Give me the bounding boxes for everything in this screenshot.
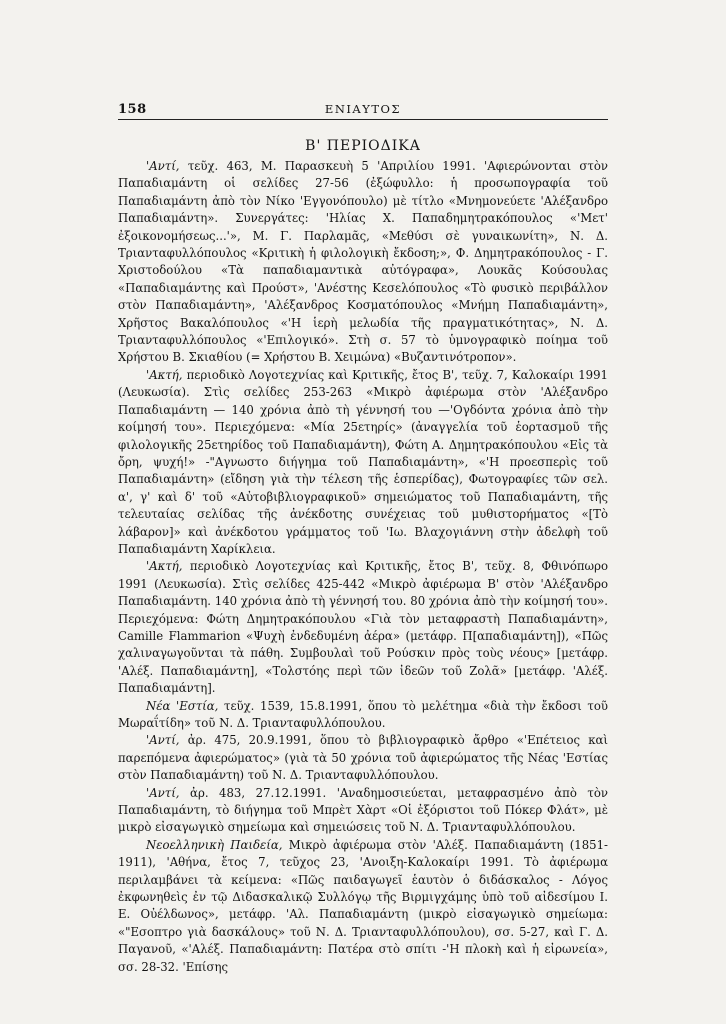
periodical-title: 'Αντί, — [146, 785, 180, 800]
entry-text: περιοδικὸ Λογοτεχνίας καὶ Κριτικῆς, ἔτος Β', τεῦχ. 8, Φθινόπωρο 1991 (Λευκωσία). Στὶς σελίδες 425-442 «Μικρὸ ἀφιέρωμα Β' στὸν 'Αλέξανδρο Παπαδιαμάντη. 140 χρόνια ἀπὸ τὴ γέννησή του. 80 χρόνια ἀπὸ τὴν κοίμησή του». Περιεχόμενα: Φώτη Δημητρακόπουλου «Γιὰ τὸν μεταφραστὴ Παπαδιαμάντη», Camille Flammarion «Ψυχὴ ἐνδεδυμένη ἀέρα» (μετάφρ. Π[απαδιαμάντη]), «Πῶς χαλιναγωγοῦνται τὰ πάθη. Συμβουλαὶ τοῦ Ρούσκιν πρὸς τοὺς νέους» [μετάφρ. 'Αλέξ. Παπαδιαμάντη], «Τολστόης περὶ τῶν ἰδεῶν τοῦ Ζολᾶ» [μετάφρ. 'Αλέξ. Παπαδιαμάντη]. — [118, 559, 608, 696]
periodical-title: 'Ακτή, — [146, 367, 183, 382]
running-title: ΕΝΙΑΥΤΟΣ — [324, 102, 402, 116]
article-body — [118, 158, 608, 976]
page-number: 158 — [118, 102, 147, 117]
header-rule — [118, 119, 608, 120]
entry-text: τεῦχ. 463, Μ. Παρασκευὴ 5 'Απριλίου 1991. 'Αφιερώνονται στὸν Παπαδιαμάντη οἱ σελίδες 27-56 (ἐξώφυλλο: ἡ προσωπογραφία τοῦ Παπαδιαμάντη ἀπὸ τὸν Νίκο 'Εγγονόπουλο) μὲ τίτλο «Μνημονεύετε 'Αλέξανδρο Παπαδιαμάντη». Συνεργάτες: 'Ηλίας Χ. Παπαδημητρακόπουλος «'Μετ' ἐξοικονομήσεως...'», Μ. Γ. Παρλαμᾶς, «Μεθύσι σὲ γυναικωνίτη», Ν. Δ. Τριανταφυλλόπουλος «Κριτικὴ ἡ φιλολογικὴ ἔκδοση;», Φ. Δημητρακόπουλος - Γ. Χριστοδούλου «Τὰ παπαδιαμαντικὰ αὐτόγραφα», Λουκᾶς Κούσουλας «Παπαδιαμάντης καὶ Προύστ», 'Ανέστης Κεσελόπουλος «Τὸ φυσικὸ περιβάλλον στὸν Παπαδιαμάντη», 'Αλέξανδρος Κοσματόπουλος «Μνήμη Παπαδιαμάντη», Χρῆστος Βακαλόπουλος «'Η ἱερὴ μελωδία τῆς πραγματικότητας», Ν. Δ. Τριανταφυλλόπουλος «'Επιλογικό». Στὴ σ. 57 τὸ ὑμνογραφικὸ ποίημα τοῦ Χρήστου Β. Σκιαθίου (= Χρήστου Β. Χειμώνα) «Βυζαντινότροπον». — [118, 159, 608, 365]
entry-text: ἀρ. 475, 20.9.1991, ὅπου τὸ βιβλιογραφικὸ ἄρθρο «'Επέτειος καὶ παρεπόμενα ἀφιερώματος» (γιὰ τὰ 50 χρόνια τοῦ ἀφιερώματος τῆς Νέας 'Εστίας στὸν Παπαδιαμάντη) τοῦ Ν. Δ. Τριανταφυλλόπουλου. — [118, 733, 608, 783]
page-header — [118, 102, 608, 118]
periodical-entry — [118, 698, 608, 733]
entry-text: ἀρ. 483, 27.12.1991. 'Αναδημοσιεύεται, μεταφρασμένο ἀπὸ τὸν Παπαδιαμάντη, τὸ διήγημα τοῦ Μπρὲτ Χὰρτ «Οἱ ἐξόριστοι τοῦ Πόκερ Φλάτ», μὲ μικρὸ εἰσαγωγικὸ σημείωμα καὶ σημειώσεις τοῦ Ν. Δ. Τριανταφυλλόπουλου. — [118, 785, 608, 835]
periodical-title: Νεοελληνικὴ Παιδεία, — [146, 837, 283, 852]
periodical-title: Νέα 'Εστία, — [146, 698, 219, 713]
entry-text: τεῦχ. 1539, 15.8.1991, ὅπου τὸ μελέτημα «διὰ τὴν ἔκδοσι τοῦ Μωραΐτίδη» τοῦ Ν. Δ. Τριανταφυλλόπουλου. — [118, 698, 608, 730]
periodical-title: 'Ακτή, — [146, 559, 183, 574]
entry-text: περιοδικὸ Λογοτεχνίας καὶ Κριτικῆς, ἔτος Β', τεῦχ. 7, Καλοκαίρι 1991 (Λευκωσία). Στὶς σελίδες 253-263 «Μικρὸ ἀφιέρωμα στὸν 'Αλέξανδρο Παπαδιαμάντη — 140 χρόνια ἀπὸ τὴ γέννησή του —'Ογδόντα χρόνια ἀπὸ τὴν κοίμησή του». Περιεχόμενα: «Μία 25ετηρίς» (ἀναγγελία τοῦ ἑορτασμοῦ τῆς φιλολογικῆς 25ετηρίδος τοῦ Παπαδιαμάντη), Φώτη Α. Δημητρακόπουλου «Εἰς τὰ ὄρη, ψυχή!» -"Αγνωστο διήγημα τοῦ Παπαδιαμάντη», «'Η προεσπερὶς τοῦ Παπαδιαμάντη» (εἴδηση γιὰ τὴν τέλεση τῆς ἑσπερίδας), Φωτογραφίες τῶν σελ. α', γ' καὶ δ' τοῦ «Αὐτοβιβλιογραφικοῦ» σημειώματος τοῦ Παπαδιαμάντη, τῆς τελευταίας σελίδας τῆς ἀνέκδοτης συνέχειας τοῦ μυθιστορήματος «[Τὸ λάβαρον]» καὶ ἀνέκδοτου γράμματος τοῦ 'Ιω. Βλαχογιάννη στὴν ἀδελφὴ τοῦ Παπαδιαμάντη Χαρίκλεια. — [118, 367, 608, 556]
periodical-entry — [118, 837, 608, 976]
periodical-title: 'Αντί, — [146, 733, 180, 748]
section-title: Β' ΠΕΡΙΟΔΙΚΑ — [305, 138, 421, 154]
periodical-entry — [118, 558, 608, 697]
periodical-entry — [118, 732, 608, 784]
periodical-title: 'Αντί, — [146, 159, 180, 173]
entry-text: Μικρὸ ἀφιέρωμα στὸν 'Αλέξ. Παπαδιαμάντη (1851-1911), 'Αθήνα, ἔτος 7, τεῦχος 23, 'Ανοιξη-Καλοκαίρι 1991. Τὸ ἀφιέρωμα περιλαμβάνει τὰ κείμενα: «Πῶς παιδαγωγεῖ ἑαυτὸν ὁ διδάσκαλος - Λόγος ἐκφωνηθεὶς ἐν τῷ Διδασκαλικῷ Συλλόγῳ τῆς Βιρμιγχάμης ὑπὸ τοῦ αἰδεσίμου Ι. Ε. Οὐέλδωνος», μετάφρ. 'Αλ. Παπαδιαμάντη (μικρὸ εἰσαγωγικὸ σημείωμα: «"Εσοπτρο γιὰ δασκάλους» τοῦ Ν. Δ. Τριανταφυλλόπουλου), σσ. 5-27, καὶ Γ. Δ. Παγανοῦ, «'Αλέξ. Παπαδιαμάντη: Πατέρα στὸ σπίτι -'Η πλοκὴ καὶ ἡ εἰρωνεία», σσ. 28-32. 'Επίσης — [118, 837, 608, 974]
periodical-entry — [118, 785, 608, 837]
periodical-entry — [118, 367, 608, 558]
periodical-entry — [118, 158, 608, 367]
